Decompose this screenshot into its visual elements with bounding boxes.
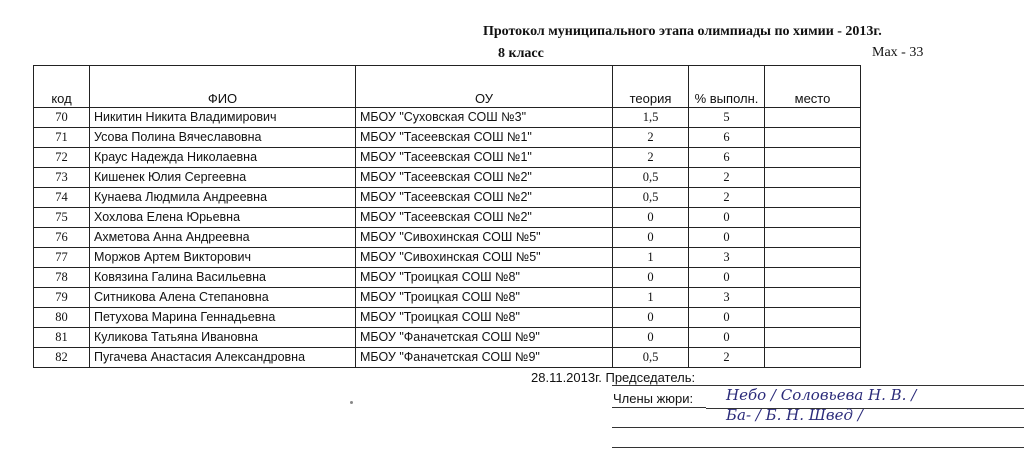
member-signature-line-2 [612, 427, 1024, 428]
cell-percent: 6 [689, 148, 765, 168]
cell-theory: 1,5 [613, 108, 689, 128]
cell-percent: 3 [689, 288, 765, 308]
cell-name: Петухова Марина Геннадьевна [90, 308, 356, 328]
cell-code: 73 [34, 168, 90, 188]
cell-place [765, 248, 861, 268]
cell-place [765, 268, 861, 288]
cell-theory: 0 [613, 308, 689, 328]
cell-school: МБОУ "Тасеевская СОШ №2" [356, 168, 613, 188]
cell-percent: 0 [689, 208, 765, 228]
cell-name: Кунаева Людмила Андреевна [90, 188, 356, 208]
cell-place [765, 108, 861, 128]
document-title: Протокол муниципального этапа олимпиады по химии - 2013г. [483, 24, 882, 39]
members-label-underline [612, 407, 706, 408]
table-row [34, 288, 861, 308]
max-score: Max - 33 [872, 45, 924, 60]
table-row [34, 128, 861, 148]
cell-percent: 2 [689, 188, 765, 208]
cell-percent: 3 [689, 248, 765, 268]
cell-theory: 1 [613, 288, 689, 308]
cell-code: 81 [34, 328, 90, 348]
cell-place [765, 328, 861, 348]
cell-name: Ахметова Анна Андреевна [90, 228, 356, 248]
table-header-row [34, 66, 861, 108]
cell-place [765, 288, 861, 308]
cell-school: МБОУ "Суховская СОШ №3" [356, 108, 613, 128]
table-row [34, 108, 861, 128]
cell-school: МБОУ "Троицкая СОШ №8" [356, 268, 613, 288]
cell-place [765, 148, 861, 168]
cell-theory: 1 [613, 248, 689, 268]
cell-place [765, 348, 861, 368]
cell-percent: 2 [689, 348, 765, 368]
column-header-place: место [765, 66, 861, 108]
table-row [34, 348, 861, 368]
cell-percent: 0 [689, 228, 765, 248]
table-body [34, 108, 861, 368]
cell-code: 71 [34, 128, 90, 148]
column-header-theory: теория [613, 66, 689, 108]
cell-code: 80 [34, 308, 90, 328]
cell-theory: 2 [613, 148, 689, 168]
member-signature-2: Ба- / Б. Н. Швед / [726, 406, 863, 424]
cell-theory: 0,5 [613, 348, 689, 368]
cell-name: Хохлова Елена Юрьевна [90, 208, 356, 228]
cell-school: МБОУ "Троицкая СОШ №8" [356, 288, 613, 308]
cell-code: 75 [34, 208, 90, 228]
cell-percent: 2 [689, 168, 765, 188]
cell-code: 74 [34, 188, 90, 208]
cell-place [765, 128, 861, 148]
cell-school: МБОУ "Фаначетская СОШ №9" [356, 328, 613, 348]
cell-school: МБОУ "Фаначетская СОШ №9" [356, 348, 613, 368]
table-row [34, 188, 861, 208]
table-row [34, 308, 861, 328]
cell-name: Ковязина Галина Васильевна [90, 268, 356, 288]
results-table [33, 65, 861, 368]
scan-speck [350, 401, 353, 404]
cell-place [765, 168, 861, 188]
cell-name: Моржов Артем Викторович [90, 248, 356, 268]
table-row [34, 168, 861, 188]
cell-percent: 0 [689, 268, 765, 288]
cell-name: Пугачева Анастасия Александровна [90, 348, 356, 368]
column-header-school: ОУ [356, 66, 613, 108]
cell-name: Куликова Татьяна Ивановна [90, 328, 356, 348]
table-row [34, 148, 861, 168]
cell-code: 77 [34, 248, 90, 268]
cell-school: МБОУ "Сивохинская СОШ №5" [356, 228, 613, 248]
member-signature-1: Небо / Соловьева Н. В. / [726, 386, 917, 404]
member-signature-line-3 [612, 447, 1024, 448]
column-header-percent: % выполн. [689, 66, 765, 108]
table-row [34, 248, 861, 268]
cell-school: МБОУ "Тасеевская СОШ №1" [356, 148, 613, 168]
cell-code: 76 [34, 228, 90, 248]
table-row [34, 328, 861, 348]
cell-place [765, 188, 861, 208]
cell-school: МБОУ "Тасеевская СОШ №1" [356, 128, 613, 148]
cell-theory: 0 [613, 208, 689, 228]
cell-theory: 0 [613, 328, 689, 348]
cell-code: 72 [34, 148, 90, 168]
cell-name: Никитин Никита Владимирович [90, 108, 356, 128]
cell-theory: 0 [613, 228, 689, 248]
date-and-chairman: 28.11.2013г. Председатель: [531, 370, 696, 385]
cell-code: 70 [34, 108, 90, 128]
cell-percent: 6 [689, 128, 765, 148]
jury-members-label: Члены жюри: [613, 391, 694, 406]
cell-name: Краус Надежда Николаевна [90, 148, 356, 168]
cell-percent: 5 [689, 108, 765, 128]
cell-theory: 2 [613, 128, 689, 148]
cell-name: Усова Полина Вячеславовна [90, 128, 356, 148]
column-header-name: ФИО [90, 66, 356, 108]
cell-code: 79 [34, 288, 90, 308]
table-row [34, 208, 861, 228]
cell-name: Кишенек Юлия Сергеевна [90, 168, 356, 188]
cell-school: МБОУ "Троицкая СОШ №8" [356, 308, 613, 328]
cell-school: МБОУ "Тасеевская СОШ №2" [356, 188, 613, 208]
cell-name: Ситникова Алена Степановна [90, 288, 356, 308]
cell-theory: 0,5 [613, 168, 689, 188]
cell-school: МБОУ "Тасеевская СОШ №2" [356, 208, 613, 228]
column-header-code: код [34, 66, 90, 108]
grade-label: 8 класс [498, 46, 544, 61]
cell-place [765, 208, 861, 228]
cell-code: 78 [34, 268, 90, 288]
cell-theory: 0,5 [613, 188, 689, 208]
cell-place [765, 308, 861, 328]
cell-school: МБОУ "Сивохинская СОШ №5" [356, 248, 613, 268]
table-row [34, 228, 861, 248]
cell-place [765, 228, 861, 248]
cell-percent: 0 [689, 308, 765, 328]
cell-percent: 0 [689, 328, 765, 348]
table-row [34, 268, 861, 288]
cell-theory: 0 [613, 268, 689, 288]
cell-code: 82 [34, 348, 90, 368]
